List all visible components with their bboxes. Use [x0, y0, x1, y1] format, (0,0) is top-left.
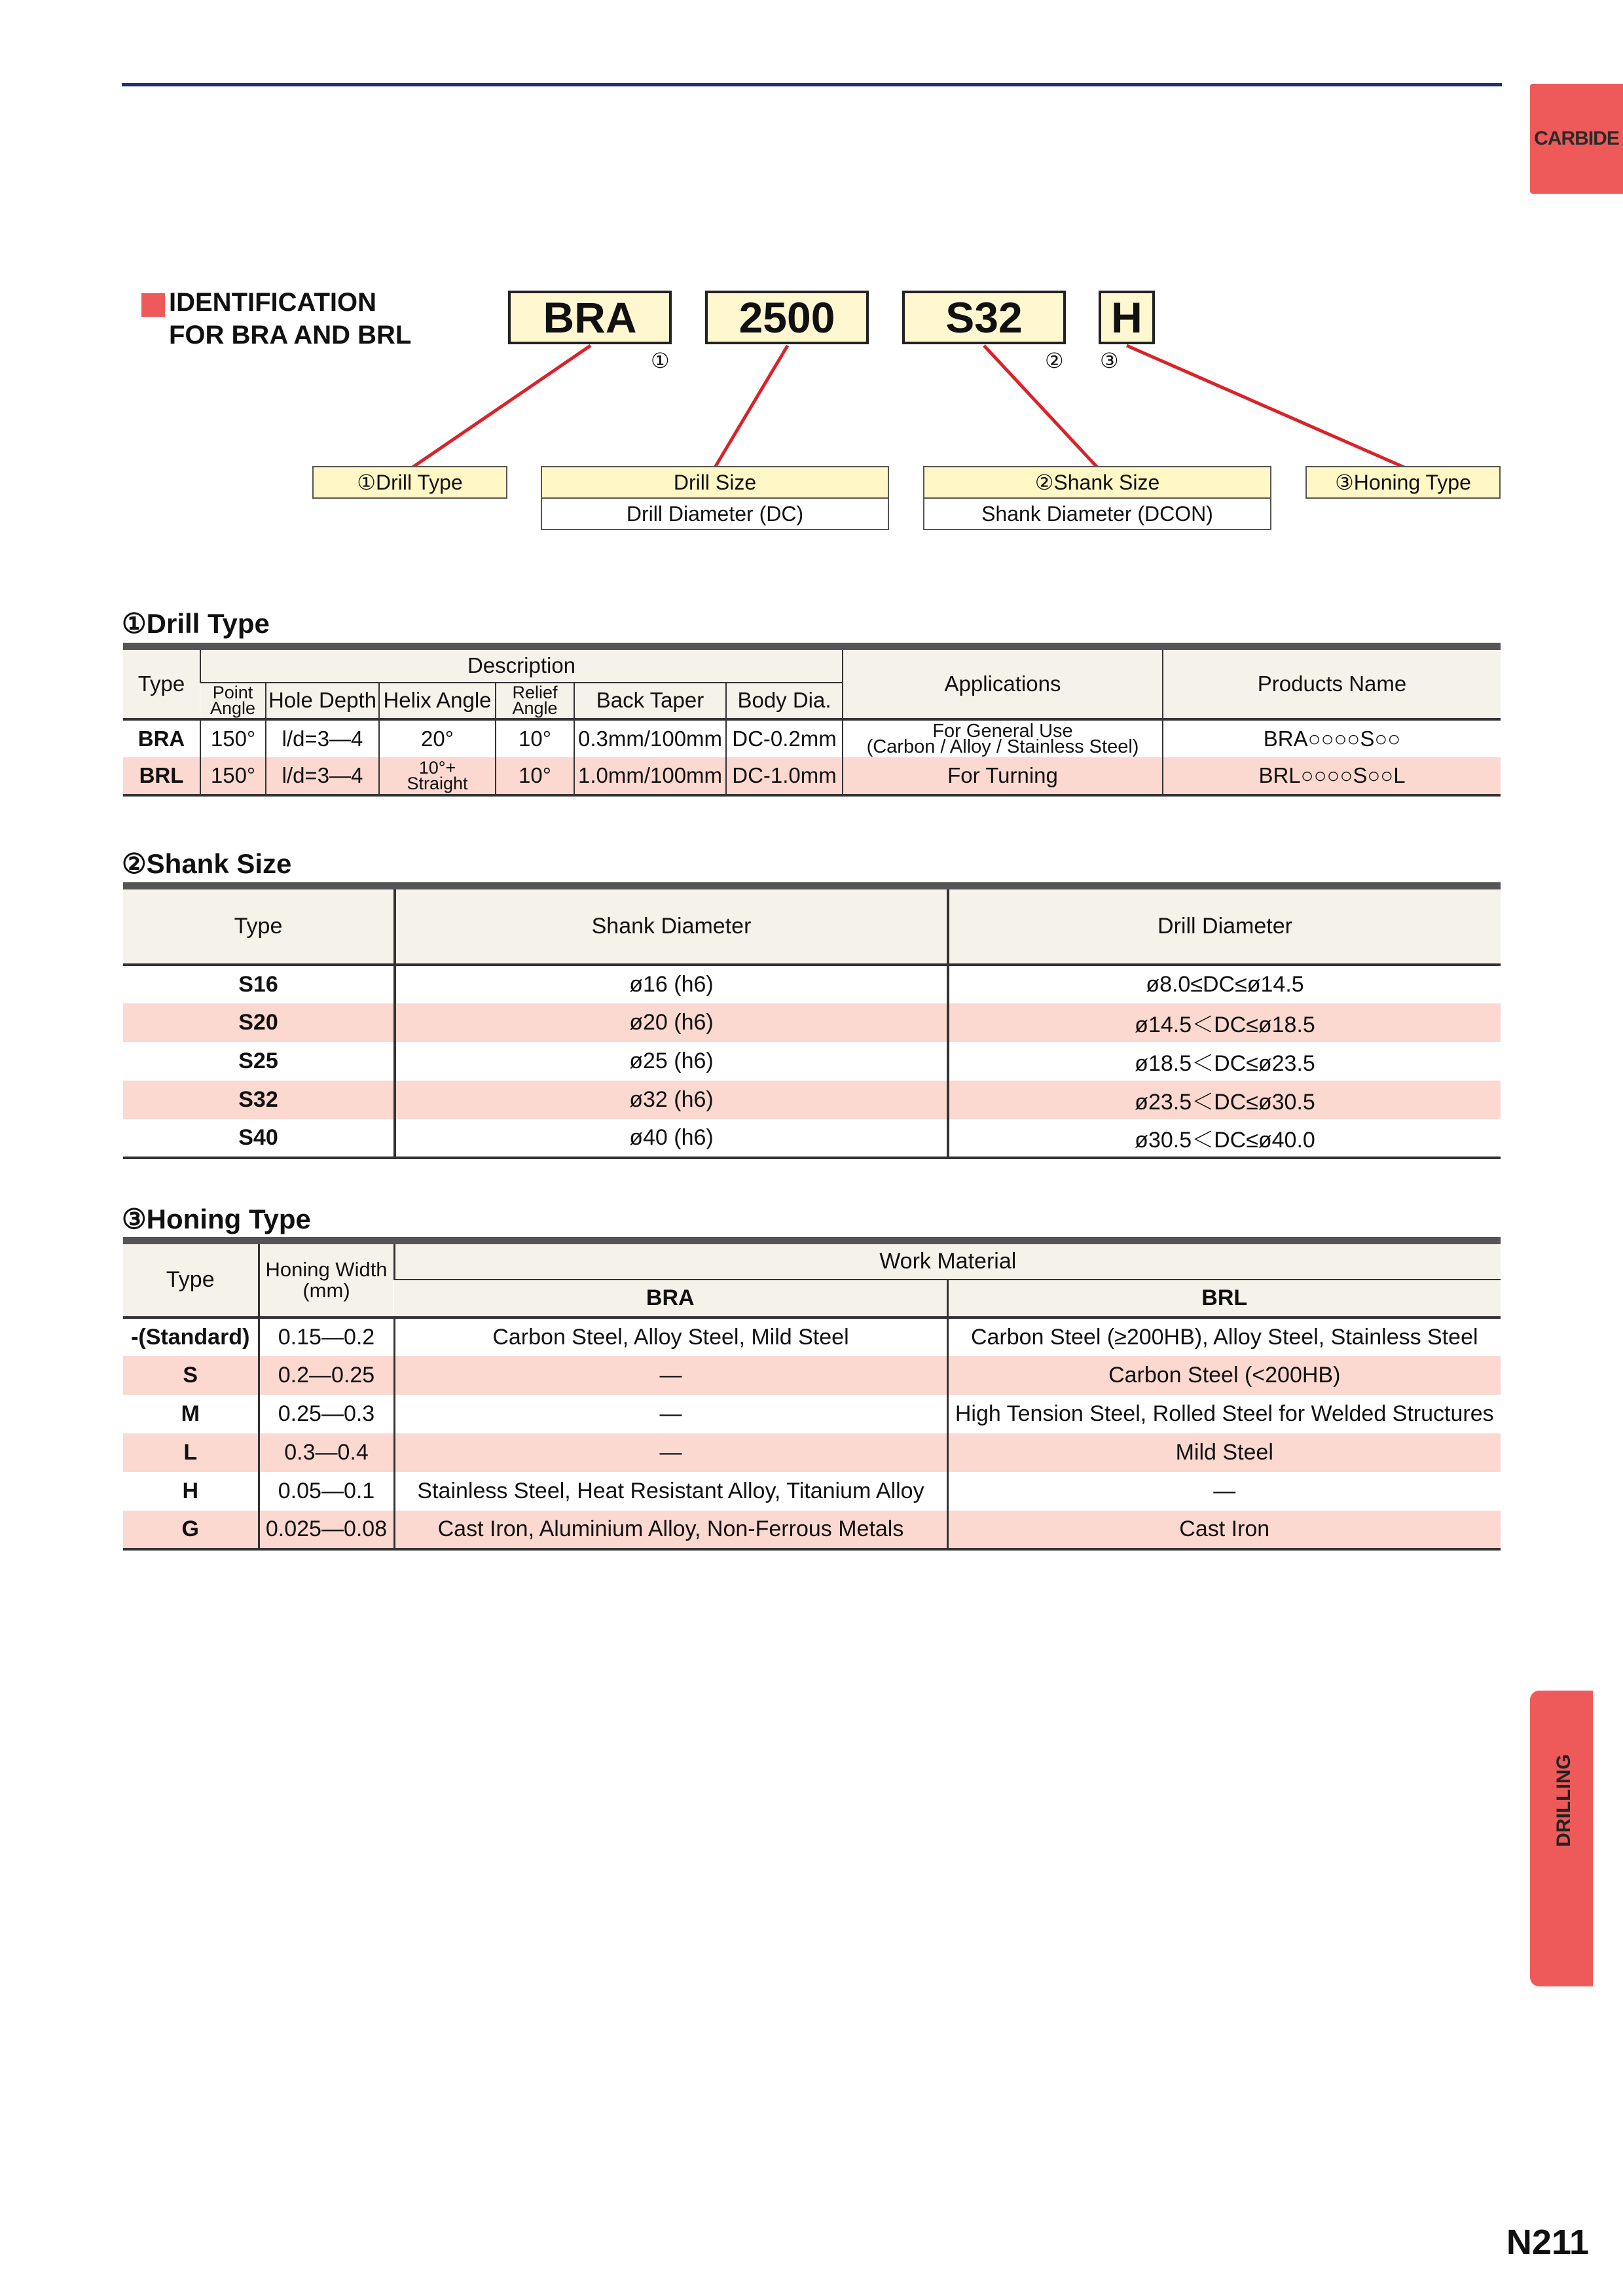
back-taper-cell: 1.0mm/100mm	[574, 757, 726, 795]
label-shank-size: ②Shank Size	[923, 466, 1271, 499]
type-cell: -(Standard)	[123, 1318, 259, 1356]
header-point-angle	[200, 683, 266, 719]
body-dia-cell: DC-0.2mm	[726, 719, 843, 757]
body-dia-cell: DC-1.0mm	[726, 757, 843, 795]
page-number: N211	[1506, 2223, 1589, 2262]
applications-cell	[843, 719, 1163, 757]
hole-depth-cell: l/d=3—4	[266, 719, 379, 757]
connector-drill-type	[412, 346, 591, 467]
marker-2: ②	[1045, 349, 1064, 372]
type-cell: S40	[238, 1124, 278, 1150]
code-part-drill-type: BRA	[508, 291, 672, 344]
header-brl: BRL	[947, 1280, 1501, 1318]
bra-material-cell: Carbon Steel, Alloy Steel, Mild Steel	[394, 1318, 947, 1356]
shank-diameter-cell: ø32 (h6)	[395, 1081, 948, 1119]
applications-line1: For General Use	[932, 720, 1073, 742]
label-shank-size-sub: Shank Diameter (DCON)	[923, 497, 1271, 530]
applications-cell: For Turning	[843, 757, 1163, 795]
bra-material-cell: —	[394, 1395, 947, 1433]
table-row	[123, 1472, 1501, 1511]
table-row	[123, 757, 1501, 795]
connector-honing-type	[1127, 346, 1404, 467]
brl-material-cell: —	[947, 1472, 1501, 1511]
point-angle-cell: 150°	[200, 719, 266, 757]
helix-line2: Straight	[407, 773, 468, 793]
drill-diameter-cell: ø18.5＜DC≤ø23.5	[948, 1042, 1501, 1081]
relief-angle-cell: 10°	[496, 757, 574, 795]
header-relief-angle-line1: Relief	[512, 683, 558, 702]
header-type: Type	[123, 1241, 259, 1318]
product-name-cell: BRL○○○○S○○L	[1163, 757, 1501, 795]
shank-diameter-cell: ø16 (h6)	[395, 965, 948, 1003]
table-row	[123, 1433, 1501, 1472]
table-row	[123, 1356, 1501, 1395]
connector-lines	[0, 0, 1623, 524]
shank-diameter-cell: ø40 (h6)	[395, 1119, 948, 1158]
brl-material-cell: Cast Iron	[947, 1511, 1501, 1549]
header-work-material: Work Material	[394, 1241, 1501, 1280]
bra-material-cell: Cast Iron, Aluminium Alloy, Non-Ferrous Metals	[394, 1511, 947, 1549]
brl-material-cell: Carbon Steel (≥200HB), Alloy Steel, Stainless Steel	[947, 1318, 1501, 1356]
honing-width-cell: 0.15—0.2	[259, 1318, 394, 1356]
header-point-angle-line2: Angle	[210, 698, 256, 718]
header-relief-angle-line2: Angle	[512, 698, 558, 718]
header-point-angle-line1: Point	[212, 683, 253, 702]
connector-shank-size	[984, 346, 1097, 467]
honing-type-table	[123, 1237, 1501, 1551]
connector-drill-size	[715, 346, 788, 467]
drill-type-title: ①Drill Type	[122, 608, 270, 639]
table-row	[123, 1119, 1501, 1158]
type-cell: S16	[123, 965, 395, 1003]
type-cell: M	[181, 1401, 200, 1426]
back-taper-cell: 0.3mm/100mm	[574, 719, 726, 757]
honing-width-cell: 0.3—0.4	[259, 1433, 394, 1472]
type-cell: G	[123, 1511, 259, 1549]
shank-diameter-cell: ø25 (h6)	[395, 1042, 948, 1081]
table-row	[123, 965, 1501, 1003]
bra-material-cell: Stainless Steel, Heat Resistant Alloy, Titanium Alloy	[394, 1472, 947, 1511]
product-name-cell: BRA○○○○S○○	[1163, 719, 1501, 757]
point-angle-cell: 150°	[200, 757, 266, 795]
table-row	[123, 1042, 1501, 1081]
code-part-shank-size: S32	[902, 291, 1066, 344]
type-cell: BRA	[123, 719, 200, 757]
drill-diameter-cell: ø14.5＜DC≤ø18.5	[948, 1003, 1501, 1042]
shank-size-title: ②Shank Size	[122, 848, 292, 879]
header-type: Type	[123, 647, 200, 719]
type-cell: S	[123, 1356, 259, 1395]
marker-3: ③	[1100, 349, 1119, 372]
type-cell: L	[123, 1433, 259, 1472]
carbide-tab-label: CARBIDE	[1534, 128, 1619, 149]
brl-material-cell: Carbon Steel (<200HB)	[947, 1356, 1501, 1395]
label-drill-size-sub: Drill Diameter (DC)	[541, 497, 889, 530]
helix-angle-cell: 20°	[379, 719, 496, 757]
honing-width-cell: 0.025—0.08	[259, 1511, 394, 1549]
header-honing-width-line2: (mm)	[302, 1278, 350, 1302]
code-part-drill-size: 2500	[705, 291, 869, 344]
drill-type-table	[123, 643, 1501, 797]
header-description: Description	[200, 647, 843, 683]
helix-line1: 10°+	[418, 757, 456, 778]
marker-1: ①	[651, 349, 670, 372]
drill-diameter-cell: ø23.5＜DC≤ø30.5	[948, 1081, 1501, 1119]
table-row	[123, 1003, 1501, 1042]
header-type: Type	[123, 886, 395, 965]
drilling-tab-label: DRILLING	[1553, 1754, 1575, 1847]
type-cell: BRL	[123, 757, 200, 795]
header-drill-diameter: Drill Diameter	[948, 886, 1501, 965]
drill-diameter-cell: ø30.5＜DC≤ø40.0	[948, 1119, 1501, 1158]
honing-width-cell: 0.05—0.1	[259, 1472, 394, 1511]
header-relief-angle	[496, 683, 574, 719]
honing-type-title: ③Honing Type	[122, 1204, 311, 1234]
hole-depth-cell: l/d=3—4	[266, 757, 379, 795]
label-honing-type: ③Honing Type	[1305, 466, 1501, 499]
header-back-taper: Back Taper	[574, 683, 726, 719]
label-drill-type: ①Drill Type	[312, 466, 507, 499]
drilling-tab[interactable]	[1530, 1691, 1593, 1986]
type-cell: S25	[238, 1048, 278, 1073]
type-cell: S20	[123, 1003, 395, 1042]
table-row	[123, 1511, 1501, 1549]
shank-size-table	[123, 882, 1501, 1159]
bra-material-cell: —	[394, 1356, 947, 1395]
drill-diameter-cell: ø8.0≤DC≤ø14.5	[948, 965, 1501, 1003]
honing-width-cell: 0.2—0.25	[259, 1356, 394, 1395]
header-bra: BRA	[394, 1280, 947, 1318]
honing-table-header-row	[123, 1241, 1501, 1280]
type-cell: H	[182, 1478, 199, 1503]
drill-table-header-row	[123, 647, 1501, 683]
shank-diameter-cell: ø20 (h6)	[395, 1003, 948, 1042]
header-applications: Applications	[843, 647, 1163, 719]
brl-material-cell: High Tension Steel, Rolled Steel for Welded Structures	[947, 1395, 1501, 1433]
table-row	[123, 1081, 1501, 1119]
honing-width-cell: 0.25—0.3	[259, 1395, 394, 1433]
code-part-honing-type: H	[1099, 291, 1155, 344]
relief-angle-cell: 10°	[496, 719, 574, 757]
table-row	[123, 1395, 1501, 1433]
helix-angle-cell	[379, 757, 496, 795]
applications-line2: (Carbon / Alloy / Stainless Steel)	[866, 736, 1139, 757]
identification-title: IDENTIFICATION	[169, 288, 377, 317]
identification-subtitle: FOR BRA AND BRL	[169, 321, 412, 350]
label-drill-size: Drill Size	[541, 466, 889, 499]
bra-material-cell: —	[394, 1433, 947, 1472]
header-helix-angle: Helix Angle	[379, 683, 496, 719]
header-body-dia: Body Dia.	[726, 683, 843, 719]
brl-material-cell: Mild Steel	[947, 1433, 1501, 1472]
shank-table-header-row	[123, 886, 1501, 965]
header-honing-width-line1: Honing Width	[265, 1257, 388, 1281]
table-row	[123, 719, 1501, 757]
type-cell: S32	[123, 1081, 395, 1119]
table-row	[123, 1318, 1501, 1356]
header-honing-width	[259, 1241, 394, 1318]
header-shank-diameter: Shank Diameter	[395, 886, 948, 965]
header-products-name: Products Name	[1163, 647, 1501, 719]
header-hole-depth: Hole Depth	[266, 683, 379, 719]
